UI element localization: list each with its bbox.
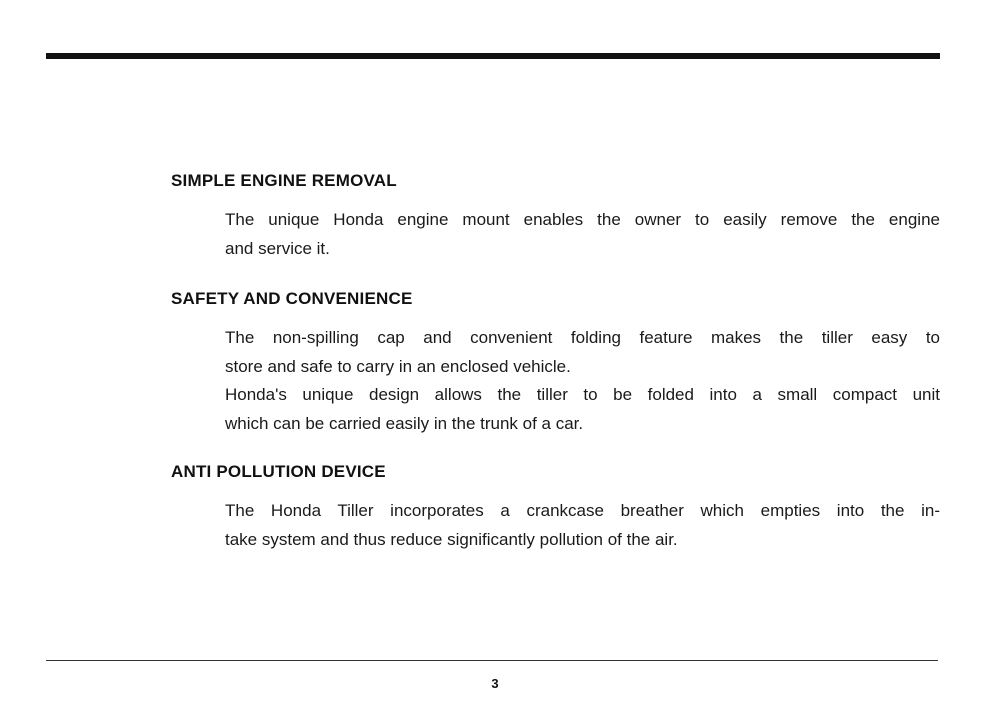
- body-line: and service it.: [225, 238, 330, 258]
- body-line: store and safe to carry in an enclosed vehicle.: [225, 356, 571, 376]
- body-line: which can be carried easily in the trunk of a car.: [225, 414, 584, 434]
- section-body-anti-pollution-device: [225, 497, 940, 554]
- top-rule: [46, 53, 940, 59]
- section-heading-simple-engine-removal: SIMPLE ENGINE REMOVAL: [171, 171, 397, 190]
- body-line: The non-spilling cap and convenient folding feature makes the tiller easy to: [225, 328, 940, 347]
- section-body-simple-engine-removal: [225, 206, 940, 263]
- section-heading-safety-and-convenience: SAFETY AND CONVENIENCE: [171, 289, 413, 308]
- section-body-safety-and-convenience: [225, 324, 940, 439]
- bottom-rule: [46, 660, 938, 661]
- body-line: The unique Honda engine mount enables the owner to easily remove the engine: [225, 210, 940, 229]
- body-line: Honda's unique design allows the tiller to be folded into a small compact unit: [225, 385, 940, 405]
- section-heading-anti-pollution-device: ANTI POLLUTION DEVICE: [171, 462, 386, 481]
- body-line: The Honda Tiller incorporates a crankcase breather which empties into the in-: [225, 501, 940, 520]
- body-line: take system and thus reduce significantly pollution of the air.: [225, 529, 678, 549]
- page-number: 3: [491, 676, 499, 691]
